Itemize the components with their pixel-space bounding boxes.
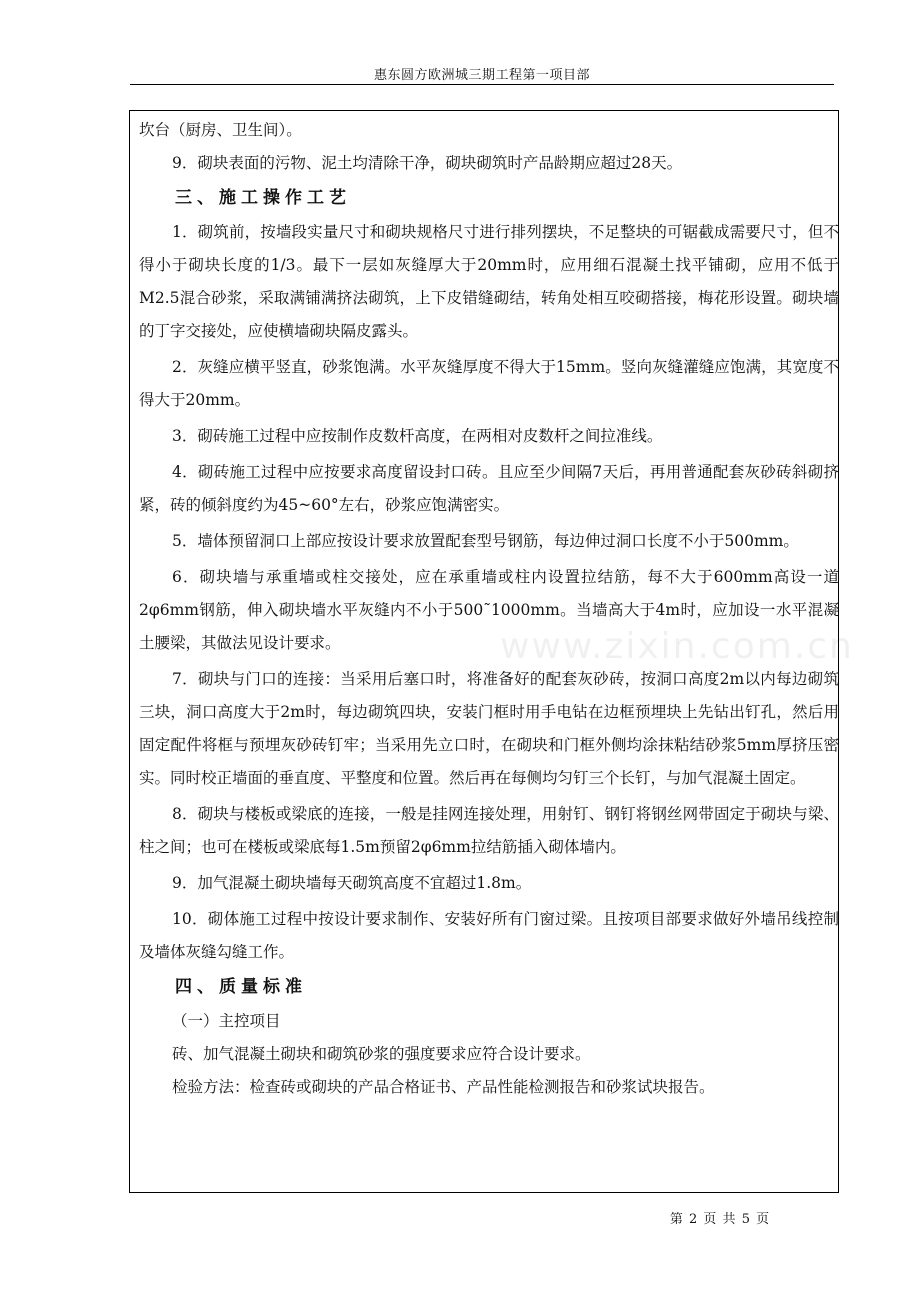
process-item-8: 8．砌块与楼板或梁底的连接，一般是挂网连接处理，用射钉、钢钉将钢丝网带固定于砌块与梁、柱之间；也可在楼板或梁底每1.5m预留2φ6mm拉结筋插入砌体墙内。 (139, 805, 839, 856)
inspection-method: 检验方法：检查砖或砌块的产品合格证书、产品性能检测报告和砂浆试块报告。 (172, 1078, 715, 1096)
process-item-4: 4．砌砖施工过程中应按要求高度留设封口砖。且应至少间隔7天后，再用普通配套灰砂砖斜砌挤紧，砖的倾斜度约为45~60°左右，砂浆应饱满密实。 (139, 463, 839, 514)
process-item-3: 3．砌砖施工过程中应按制作皮数杆高度，在两相对皮数杆之间拉准线。 (172, 427, 663, 445)
watermark-text: www.zixin.com.cn (500, 626, 854, 667)
document-body (139, 114, 839, 1104)
section-heading-3: 三、施工操作工艺 (175, 188, 351, 208)
page-header: 惠东圆方欧洲城三期工程第一项目部 (373, 68, 590, 83)
paragraph-continuation: 坎台（厨房、卫生间）。 (139, 121, 302, 139)
process-item-10: 10．砌体施工过程中按设计要求制作、安装好所有门窗过梁。且按项目部要求做好外墙吊线控制及墙体灰缝勾缝工作。 (139, 910, 839, 961)
paragraph-item-9: 9．砌块表面的污物、泥土均清除干净，砌块砌筑时产品龄期应超过28天。 (172, 154, 683, 172)
quality-requirement: 砖、加气混凝土砌块和砌筑砂浆的强度要求应符合设计要求。 (172, 1045, 591, 1063)
process-item-9: 9．加气混凝土砌块墙每天砌筑高度不宜超过1.8m。 (172, 874, 532, 892)
process-item-7: 7．砌块与门口的连接：当采用后塞口时，将准备好的配套灰砂砖，按洞口高度2m以内每边砌筑三块，洞口高度大于2m时，每边砌筑四块，安装门框时用手电钻在边框预埋块上先钻出钉孔，然后用固定配件将框与预埋灰砂砖钉牢；当采用先立口时，在砌块和门框外侧均涂抹粘结砂浆5mm厚挤压密实。同时校正墙面的垂直度、平整度和位置。然后再在每侧均匀钉三个长钉，与加气混凝土固定。 (139, 670, 839, 787)
header-divider (130, 84, 834, 85)
subsection-heading-main-items: （一）主控项目 (172, 1012, 281, 1030)
page-number: 第 2 页 共 5 页 (669, 1212, 771, 1227)
process-item-2: 2．灰缝应横平竖直，砂浆饱满。水平灰缝厚度不得大于15mm。竖向灰缝灌缝应饱满，其宽度不得大于20mm。 (139, 358, 839, 409)
process-item-5: 5．墙体预留洞口上部应按设计要求放置配套型号钢筋，每边伸过洞口长度不小于500mm。 (172, 532, 799, 550)
section-heading-4: 四、质量标准 (175, 977, 307, 997)
process-item-1: 1．砌筑前，按墙段实量尺寸和砌块规格尺寸进行排列摆块，不足整块的可锯截成需要尺寸，但不得小于砌块长度的1/3。最下一层如灰缝厚大于20mm时，应用细石混凝土找平铺砌，应用不低于M2.5混合砂浆，采取满铺满挤法砌筑，上下皮错缝砌结，转角处相互咬砌搭接，梅花形设置。砌块墙的丁字交接处，应使横墙砌块隔皮露头。 (139, 223, 839, 340)
process-item-6: 6．砌块墙与承重墙或柱交接处，应在承重墙或柱内设置拉结筋，每不大于600mm高设一道2φ6mm钢筋，伸入砌块墙水平灰缝内不小于500˜1000mm。当墙高大于4m时，应加设一水平混凝土腰梁，其做法见设计要求。 (139, 568, 839, 652)
